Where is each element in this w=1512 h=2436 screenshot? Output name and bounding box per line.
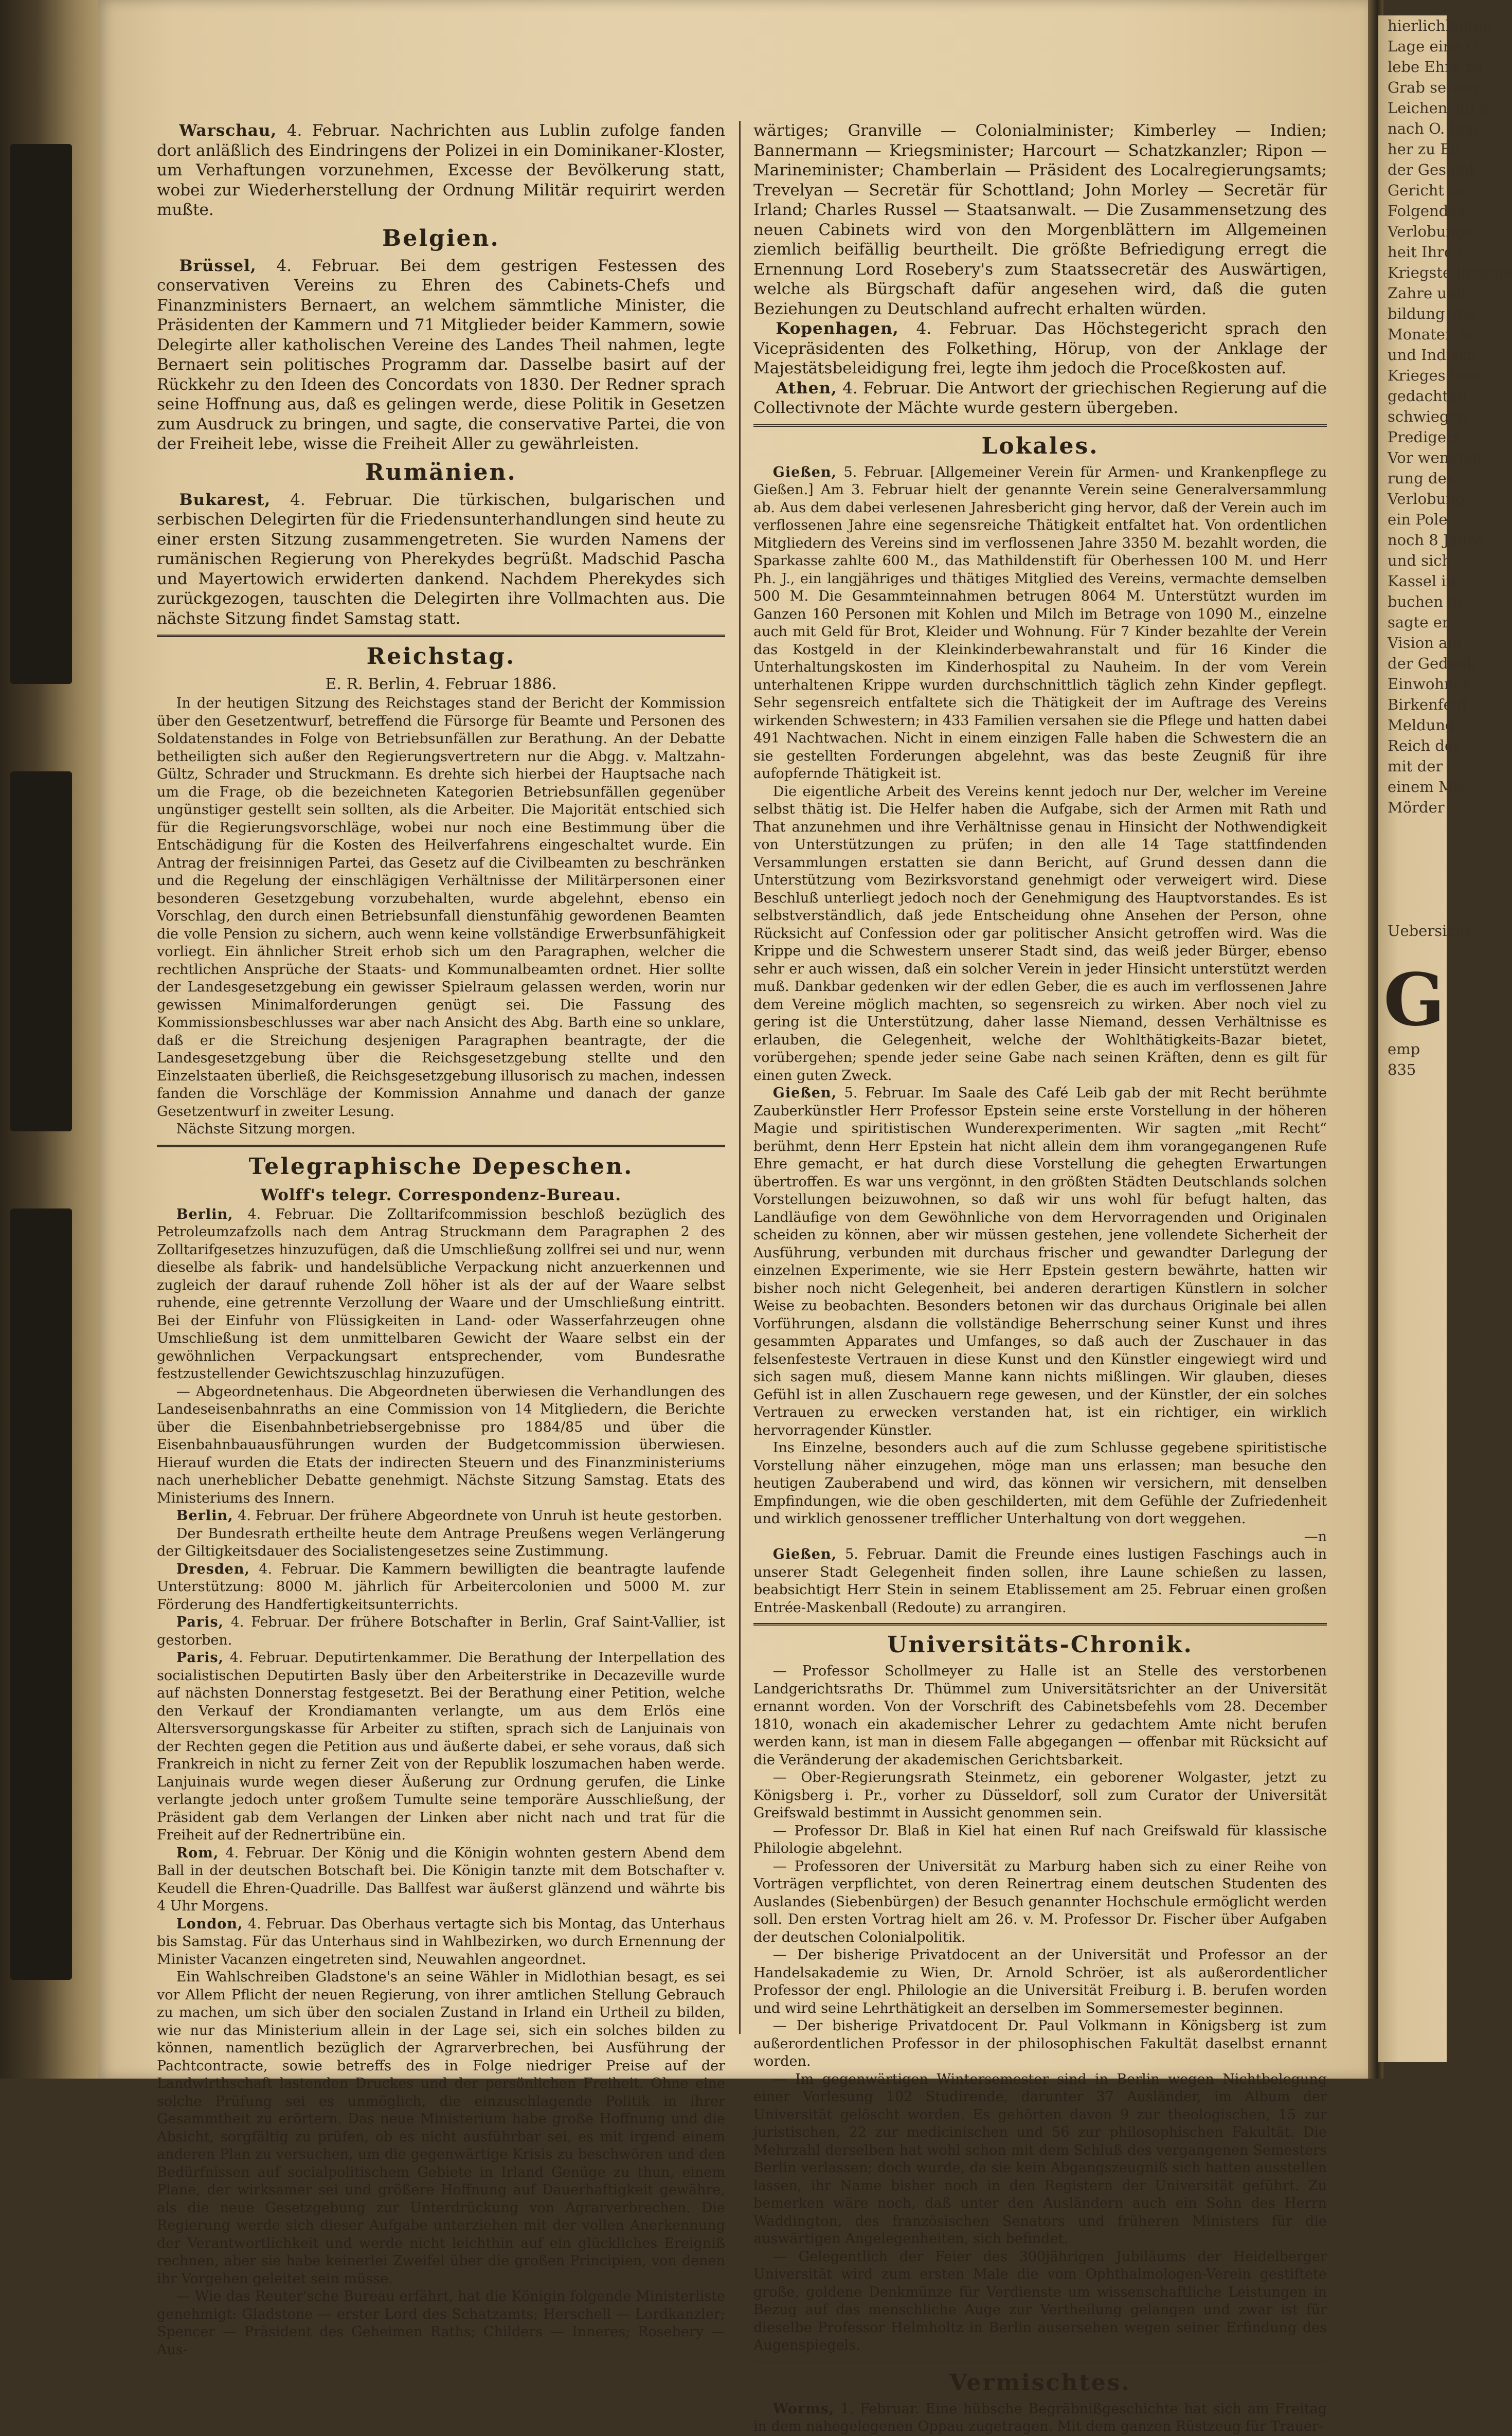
depeschen-subheading: Wolff's telegr. Correspondenz-Bureau. [260,1185,622,1204]
next-page-line: emp [1388,1040,1420,1058]
article-text: 4. Februar. Der frühere Abgeordnete von Unruh ist heute gestorben. [233,1508,723,1524]
depesche-item [157,1383,725,1508]
article-text: — Wie das Reuter'sche Bureau erfährt, hat die Königin folgende Ministerliste genehmigt: Gladstone — erster Lord des Schatzamts; Herschell — Lordkanzler; Spencer — Präsident des Geheimen Raths; Childers — Inneres; Rosebery — Aus- [157,2288,725,2358]
section-rule [157,1145,725,1147]
next-page-line: Kassel in [1388,572,1456,590]
next-page-line: Kriegsteilnehme [1388,264,1512,281]
next-page-line: ein Pole, [1388,511,1452,528]
universitaets-item: — Professor Schollmeyer zu Halle ist an Stelle des verstorbenen Landgerichtsraths Dr. Thümmel zum Universitätsrichter an der Universität ernannt worden. Von der Vorschrift des Cabinetsbefehls vom 28. December 1810, wonach ein akademischer Lehrer zu gedachtem Amte nicht berufen werden kann, ist man in diesem Falle abgegangen — offenbar mit Rücksicht auf die Veränderung der akademischen Gerichtsbarkeit. [753,1663,1327,1768]
next-page-line: noch 8 Jahre [1388,531,1484,549]
news-item-bukarest: Bukarest, 4. Februar. Die türkischen, bulgarischen und serbischen Delegirten für die Friedensunterhandlungen sind heute zu einer ersten Sitzung zusammengetreten. Sie wurden Namens der rumänischen Regierung von Pherekydes begrüßt. Madschid Pascha und Mayertowich erwiderten dankend. Nachdem Pherekydes sich zurückgezogen, tauschten die Delegirten ihre Vollmachten aus. Die nächste Sitzung findet Samstag statt. [157,490,725,628]
dateline-place: London, [176,1916,243,1932]
news-item-kopenhagen: Kopenhagen, 4. Februar. Das Höchstegericht sprach den Vicepräsidenten des Folkething, Hörup, von der Anklage der Majestätsbeleidigung frei, legte ihm jedoch die Proceßkosten auf. [753,319,1327,377]
next-page-line: Reich der [1388,737,1461,754]
dateline-place: Gießen, [772,1085,837,1101]
ministerliste-continued: wärtiges; Granville — Colonialminister; Kimberley — Indien; Bannermann — Kriegsminister; Harcourt — Schatzkanzler; Ripon — Marineminister; Chamberlain — Präsident des Localregierungsamts; Trevelyan — Secretär für Schottland; John Morley — Secretär für Irland; Charles Russel — Staatsanwalt. — Die Zusammensetzung des neuen Cabinets wird von den Morgenblättern im Allgemeinen ziemlich beifällig beurtheilt. Die größte Befriedigung erregt die Ernennung Lord Rosebery's zum Staatssecretär des Auswärtigen, welche als Bürgschaft dafür angesehen wird, daß die guten Beziehungen zu Deutschland aufrecht erhalten würden. [753,121,1327,318]
next-page-line: Krieges bew [1388,367,1482,384]
next-page-line: hierlichkeiten [1388,17,1492,34]
article-text: 4. Februar. Das Oberhaus vertagte sich bis Montag, das Unterhaus bis Samstag. Für das Unterhaus sind in Wahlbezirken, wo durch Ernennung der Minister Vacanzen eingetreten sind, Neuwahlen angeordnet. [157,1916,725,1968]
reichstag-closing: Nächste Sitzung morgen. [176,1121,356,1137]
dateline-place: Gießen, [772,1546,837,1562]
next-page-line: Uebersicht [1388,922,1471,940]
article-text: —n [1304,1528,1327,1545]
section-heading-depeschen: Telegraphische Depeschen. [248,1153,634,1180]
next-page-line: Monaten in [1388,326,1474,343]
next-page-line: einem Me [1388,778,1463,796]
binding-band [10,144,72,684]
next-page-line: und sich [1388,552,1452,569]
news-item-warschau: Warschau, 4. Februar. Nachrichten aus Lublin zufolge fanden dort anläßlich des Eindringens der Polizei in ein Dominikaner-Kloster, um Verhaftungen vorzunehmen, Excesse der Bevölkerung statt, wobei zur Wiederherstellung der Ordnung Militär requirirt werden mußte. [157,121,725,219]
depesche-item [157,1649,725,1845]
dateline-place: Gießen, [772,464,837,480]
depesche-item [157,1916,725,1969]
column-divider [739,121,741,2034]
dateline-place: Paris, [176,1614,224,1630]
dateline-place: Rom, [176,1845,219,1861]
article-text: 5. Februar. [Allgemeiner Verein für Armen- und Krankenpflege zu Gießen.] Am 3. Februar hielt der genannte Verein seine Generalversammlung ab. Aus dem dabei verlesenen Jahresbericht ging hervor, daß der Verein auch im verflossenen Jahre eine segensreiche Thätigkeit entfaltet hat. Von ordentlichen Mitgliedern des Vereins sind im verflossenen Jahre 3350 M. bezahlt worden, die Sparkasse zahlte 600 M., das Mathildenstift für Oberhessen 100 M. und Herr Ph. J., ein langjähriges und thätiges Mitglied des Vereins, vermachte demselben 500 M. Die Gesammteinnahmen betrugen 8064 M. Unterstützt wurden im Ganzen 160 Personen mit Kohlen und Milch im Betrage von 1090 M., einzelne auch mit Geld für Brot, Kleider und Wohnung. Für 7 Kinder bezahlte der Verein das Kostgeld in der Kleinkinderbewahranstalt und für 16 Kinder die Unterhaltungskosten im Kinderhospital zu Nauheim. In der vom Verein unterhaltenen Krippe wurden durchschnittlich täglich zehn Kinder gepflegt. Sehr segensreich entfaltete sich die Thätigkeit der im Auftrage des Vereins wirkenden Schwestern; in 433 Familien versahen sie die Pflege und hatten dabei 491 Nachtwachen. Nicht in einem einzigen Falle haben die Schwestern die an sie gestellten Forderungen abgelehnt, was das beste Zeugniß für ihre aufopfernde Thätigkeit ist. [753,464,1327,782]
article-text: 4. Februar. Deputirtenkammer. Die Berathung der Interpellation des socialistischen Deputirten Basly über den Arbeiterstrike in Decazeville wurde auf nächsten Donnerstag festgesetzt. Bei der Berathung einer Petition, welche den Verkauf der Krondiamanten verlangte, um aus dem Erlös eine Altersversorgungskasse für Arbeiter zu stiften, sprach sich de Lanjuinais von der Rechten gegen die Petition aus und äußerte dabei, er sehe voraus, daß sich Frankreich in nicht zu ferner Zeit von der Republik loszumachen haben werde. Lanjuinais wurde wegen dieser Äußerung zur Ordnung gerufen, die Linke verlangte jedoch unter großem Tumulte seine temporäre Ausschließung, der Präsident gab dem Verlangen der Linken aber nicht nach und trat für die Freiheit auf der Rednertribüne ein. [157,1650,725,1843]
depesche-item [157,1614,725,1649]
next-page-line: Mörder [1388,799,1445,816]
next-page-line: sagte er [1388,613,1449,631]
depesche-item [157,1525,725,1561]
article-text: 4. Februar. Die Zolltarifcommission beschloß bezüglich des Petroleumzafzolls nach dem Antrag Struckmann dem Paragraphen 2 des Zolltarifgesetzes hinzuzufügen, daß die Umschließung zollfrei sei und nur, wenn dieselbe als fabrik- und handelsübliche Verpackung nicht anzuerkennen und zugleich der darauf ruhende Zoll höher ist als der auf der Waare selbst ruhende, eine getrennte Verzollung der Waare und der Umschließung eintritt. Bei der Einfuhr von Flüssigkeiten in Land- oder Wasserfahrzeugen ohne Umschließung ist dem unmittelbaren Gewicht der Waare selbst ein der gewöhnlichen Verpackungsart entsprechender, vom Bundesrathe festzustellender Gewichtszuschlag hinzuzufügen. [157,1206,725,1382]
next-page-line: rung des [1388,470,1454,487]
next-page-line: Einwohner [1388,675,1470,693]
next-page-sliver [1378,15,1512,2062]
dateline-place: Paris, [176,1650,224,1666]
section-rule [753,424,1327,427]
next-page-line: mit der [1388,757,1443,775]
next-page-big-letter: G [1383,958,1445,1042]
depesche-item [157,1507,725,1525]
depesche-item [157,2288,725,2359]
book-binding [0,0,105,2079]
next-page-line: Grab setzen [1388,79,1479,96]
next-page-line: Birkenfeld [1388,696,1467,713]
next-page-line: der Gesichk [1388,161,1478,178]
article-text: 5. Februar. Damit die Freunde eines lustigen Faschings auch in unserer Stadt Gelegenheit finden sollen, ihre Laune schießen zu lassen, beabsichtigt Herr Stein in seinem Etablissement am 25. Februar einen großen Entrée-Maskenball (Redoute) zu arrangiren. [753,1546,1327,1616]
news-item-bruessel: Brüssel, 4. Februar. Bei dem gestrigen Festessen des conservativen Vereins zu Ehren des Cabinets-Chefs und Finanzministers Bernaert, an welchem sämmtliche Minister, die Präsidenten der Kammern und 71 Mitglieder beider Kammern, sowie Delegirte aller katholischen Vereine des Landes Theil nahmen, legte Bernaert sein politisches Programm dar. Dasselbe basirt auf der Rückkehr zu den Ideen des Concordats von 1830. Der Redner sprach seine Hoffnung aus, daß es gelingen werde, diese Politik in Gesetzen zum Ausdruck zu bringen, und sagte, die conservative Partei, die von der Freiheit lebe, wisse die Freiheit Aller zu gewährleisten. [157,256,725,453]
next-page-line: Verlobung [1388,490,1465,508]
universitaets-item: — Der bisherige Privatdocent Dr. Paul Volkmann in Königsberg ist zum außerordentlichen Professor in der philosophischen Fakultät daselbst ernannt worden. [753,2018,1327,2069]
depesche-item [157,1845,725,1916]
next-page-line: Verlobungs [1388,223,1473,240]
lokales-item [753,1085,1327,1439]
next-page-line: Predigers [1388,428,1461,446]
lokales-item [753,1528,1327,1546]
next-page-line: Leichenzug b [1388,99,1489,117]
next-page-line: Vision am [1388,634,1462,652]
lokales-item [753,783,1327,1085]
lokales-item [753,1546,1327,1617]
depesche-item [157,1969,725,2288]
section-rule [157,635,725,637]
depeschen-list [157,1206,725,2359]
depesche-item [157,1206,725,1383]
section-heading-reichstag: Reichstag. [366,643,516,670]
next-page-line: Folgendes [1388,202,1465,220]
reichstag-byline: E. R. Berlin, 4. Februar 1886. [325,675,557,693]
article-text: Die eigentliche Arbeit des Vereins kennt jedoch nur Der, welcher im Vereine selbst thätig ist. Die Helfer haben die Aufgabe, sich der Armen mit Rath und That anzunehmen und ihre Verhältnisse genau in Hinsicht der Nothwendigkeit von Unterstützungen zu prüfen; in den alle 14 Tage stattfindenden Versammlungen erstatten sie dann Bericht, auf Grund dessen dann die Unterstützung vom Bezirksvorstand genehmigt oder verweigert wird. Diese Beschluß unterliegt jedoch noch der Genehmigung des Hauptvorstandes. Es ist selbstverständlich, daß jede Entscheidung ohne Ansehen der Person, ohne Rücksicht auf Confession oder gar politischer Ansicht getroffen wird. Was die Krippe und die Schwestern unserer Stadt sind, das weiß jeder Bürger, ebenso sehr er auch wissen, daß ein solcher Verein in jeder Hinsicht unterstützt werden muß. Dankbar gedenken wir der edlen Geber, die es auch im verflossenen Jahre dem Vereine möglich machten, so segensreich zu wirken. Aber noch viel zu gering ist die Unterstützung, daher lasse Niemand, dessen Verhältnisse es erlauben, die Gelegenheit, welche der Wohlthätigkeits-Bazar bietet, vorübergehen; spende jeder seine Gabe nach seinen Kräften, denn es gilt für einen guten Zweck. [753,783,1327,1084]
universitaets-item: — Professor Dr. Blaß in Kiel hat einen Ruf nach Greifswald für klassische Philologie abgelehnt. [753,1823,1327,1856]
news-item-athen: Athen, 4. Februar. Die Antwort der griechischen Regierung auf die Collectivnote der Mächte wurde gestern übergeben. [753,378,1327,417]
section-heading-lokales: Lokales. [981,432,1099,459]
article-text: Der Bundesrath ertheilte heute dem Antrage Preußens wegen Verlängerung der Giltigkeitsdauer des Socialistengesetzes seine Zustimmung. [157,1525,725,1559]
next-page-line: der Gedank [1388,655,1476,672]
next-page-line: gedachten [1388,387,1467,405]
next-page-line: 835 [1388,1061,1416,1078]
section-rule [753,2361,1327,2363]
universitaets-item: — Der bisherige Privatdocent an der Universität und Professor an der Handelsakademie zu Wien, Dr. Arnold Schröer, ist als außerordentlicher Professor der engl. Philologie an die Universität Freiburg i. B. berufen worden und wird seine Lehrthätigkeit an derselben im Sommersemester beginnen. [753,1947,1327,2016]
next-page-line: schwiegen [1388,408,1468,425]
article-text: 4. Februar. Der frühere Botschafter in Berlin, Graf Saint-Vallier, ist gestorben. [157,1614,725,1648]
universitaets-item: — Im gegenwärtigen Wintersemester sind in Berlin wegen Nichtbelegung einer Vorlesung 102 Studirende, darunter 37 Ausländer, im Album der Universität gelöscht worden. Es gehörten davon 9 zur theologischen, 15 zur juristischen, 22 zur medicinischen und 56 zur philosophischen Fakultät. Die Mehrzahl derselben hat wohl schon mit dem Schluß des vergangenen Semesters Berlin verlassen; doch wurde, da sie kein Abgangszeugniß sich hatten ausstellen lassen, ihr Name bisher noch in den Registern der Universität geführt. Zu bemerken wäre noch, daß unter den Ausländern auch ein Sohn des Herrn Waddington, des französischen Senators und früheren Ministers für die auswärtigen Angelegenheiten, sich befindet. [753,2071,1327,2247]
next-page-line: nach O. lich [1388,120,1478,137]
depesche-item [157,1561,725,1614]
next-page-line: heit Ihre C [1388,243,1469,261]
universitaets-item: — Gelegentlich der Feier des 300jährigen Jubiläums der Heidelberger Universität wird zum ersten Male die vom Ophthalmologen-Verein gestiftete große, goldene Denkmünze für Verdienste um wissenschaftliche Leistungen in Bezug auf das menschliche Auge zur Vertheilung gelangen und zwar ist für dieselbe Professor Helmholtz in Berlin ausersehen wegen seiner Erfindung des Augenspiegels. [753,2248,1327,2353]
next-page-line: Vor wenigen [1388,449,1482,466]
next-page-line: Meldung [1388,716,1455,734]
news-item-worms: Worms, 1. Februar. Eine hübsche Begräbnißgeschichte hat sich am Freitag in dem nahegelegenen Oppau zugetragen. Mit dem ganzen Rüstzeug für Trauer- [753,2401,1327,2434]
next-page-line: bildung von [1388,305,1477,322]
binding-band [10,1208,72,1980]
universitaets-list [753,1663,1327,2355]
dateline-place: Dresden, [176,1561,250,1577]
section-heading-vermischtes: Vermischtes. [949,2369,1131,2396]
next-page-line: Lage eine G [1388,38,1479,55]
next-page-line: lebe Ehre zu [1388,58,1483,76]
article-text: Ins Einzelne, besonders auch auf die zum Schlusse gegebene spiritistische Vorstellung näher einzugehen, möge man uns erlassen; man besuche den heutigen Zauberabend und wird, das können wir versichern, mit denselben Empfindungen, wie die oben geschilderten, mit dem Gefühle der Zufriedenheit und wirklich genossener trefflicher Unterhaltung von dort weggehen. [753,1440,1327,1527]
next-page-line: her zu Eh [1388,140,1461,158]
left-column [157,121,725,2359]
lokales-item [753,1439,1327,1528]
article-text: 5. Februar. Im Saale des Café Leib gab der mit Recht berühmte Zauberkünstler Herr Professor Epstein seine erste Vorstellung in der höheren Magie und spiritistischen Wunderexperimenten. Wir sagten „mit Recht“ berühmt, denn Herr Epstein hat nicht allein dem ihm vorangegangenen Rufe Ehre gemacht, er hat durch diese Vorstellung die gehegten Erwartungen übertroffen. Es war uns vergönnt, in den größten Städten Deutschlands solchen Vorstellungen beizuwohnen, so daß wir uns wohl für befugt halten, das Landläufige von dem Gewöhnliche von dem Hervorragenden und Originalen scheiden zu können, aber wir müssen gestehen, jene vollendete Sicherheit der Ausführung, verbunden mit durchaus frischer und gewandter Darlegung der einzelnen Experimente, wie sie Herr Epstein gestern bewährte, hatten wir bisher noch nicht Gelegenheit, bei anderen derartigen Künstlern in solcher Weise zu beobachten. Besonders betonen wir das durchaus Originale bei allen Vorführungen, alsdann die vollständige Beherrschung seiner Kunst und ihres gesammten Apparates und Umfanges, so daß auch der Zuschauer in das felsenfesteste Vertrauen in diese Kunst und den Künstler eingewiegt wird und sich sagen muß, diesem Manne kann nichts mißlingen. Wir glauben, dieses Gefühl ist in allen Zuschauern rege gewesen, und der Künstler, der ein solches Vertrauen zu erwecken verstanden hat, ist ein richtiger, ein wirklich hervorragender Künstler. [753,1085,1327,1438]
lokales-item [753,464,1327,783]
universitaets-item: — Professoren der Universität zu Marburg haben sich zu einer Reihe von Vorträgen verpflichtet, von deren Reinertrag einem deutschen Studenten des Auslandes (Siebenbürgen) der Besuch genannter Hochschule ermöglicht werden soll. Den ersten Vortrag hielt am 26. v. M. Professor Dr. Fischer über Aufgaben der deutschen Colonialpolitik. [753,1858,1327,1945]
next-page-line: buchen di [1388,593,1463,610]
article-text: 4. Februar. Der König und die Königin wohnten gestern Abend dem Ball in der deutschen Botschaft bei. Die Königin tanzte mit dem Botschafter v. Keudell die Ehren-Quadrille. Das Ballfest war äußerst glänzend und währte bis 4 Uhr Morgens. [157,1845,725,1914]
right-column [753,121,1327,2436]
section-heading-universitaets-chronik: Universitäts-Chronik. [887,1632,1193,1658]
lokales-list [753,464,1327,1617]
section-rule [753,1623,1327,1626]
section-heading-belgien: Belgien. [382,225,500,251]
section-heading-rumaenien: Rumänien. [365,459,517,485]
next-page-line: und Indisch [1388,346,1477,364]
next-page-line: Gericht zu [1388,182,1467,199]
dateline-place: Berlin, [176,1206,233,1222]
article-text: Ein Wahlschreiben Gladstone's an seine Wähler in Midlothian besagt, es sei vor Allem Pflicht der neuen Regierung, von ihrer amtlichen Stellung Gebrauch zu machen, um sich über den socialen Zustand in Irland ein Urtheil zu bilden, wie nur das Ministerium allein in der Lage sei, sich ein solches bilden zu können, namentlich bezüglich der Agrarverbrechen, bei Ausführung der Pachtcontracte, sowie betreffs des in Folge niedriger Preise auf der Landwirthschaft lastenden Druckes und der persönlichen Freiheit. Ohne eine solche Prüfung sei es unmöglich, die einzuschlagende Politik in ihrer Gesammtheit zu erörtern. Das neue Ministerium habe große Hoffnung und die Absicht, sorgfältig zu prüfen, ob es nicht ausführbar sei, es mit irgend einem anderen Plan zu versuchen, um die gegenwärtige Krisis zu beschwören und den Bedürfnissen auf socialpolitischem Gebiete in Irland Genüge zu thun, einem Plane, der wirksamer sei und größere Hoffnung auf Dauerhaftigkeit gewähre, als die neue Gesetzgebung zur Unterdrückung von Agrarverbrechen. Die Regierung werde sich dieser Aufgabe unterziehen mit der vollen Anerkennung der Verantwortlichkeit und werde nicht leichthin auf ein glückliches Ereigniß rechnen, aber sie habe keinerlei Zweifel über die großen Principien, von denen ihr Vorgehen geleitet sein müsse. [157,1969,725,2287]
article-text: 4. Februar. Die Kammern bewilligten die beantragte laufende Unterstützung: 8000 M. jährlich für Arbeitercolonien und 5000 M. zur Förderung des Handfertigkeitsunterrichts. [157,1561,725,1613]
article-text: — Abgeordnetenhaus. Die Abgeordneten überwiesen die Verhandlungen des Landeseisenbahnraths an eine Commission von 14 Mitgliedern, die Berichte über die Eisenbahnbetriebsergebnisse pro 1884/85 und über die Eisenbahnbauausführungen wurden der Budgetcommission überwiesen. Hierauf wurden die Etats der indirecten Steuern und des Finanzministeriums nach unerheblicher Debatte genehmigt. Nächste Sitzung Samstag. Etats des Ministeriums des Innern. [157,1383,725,1506]
next-page-line: Zahre und [1388,284,1466,302]
universitaets-item: — Ober-Regierungsrath Steinmetz, ein geborener Wolgaster, jetzt zu Königsberg i. Pr., vorher zu Düsseldorf, soll zum Curator der Universität Greifswald bestimmt in Aussicht genommen sein. [753,1770,1327,1821]
binding-band [10,771,72,1131]
dateline-place: Berlin, [176,1508,233,1524]
reichstag-report: In der heutigen Sitzung des Reichstages stand der Bericht der Kommission über den Gesetzentwurf, betreffend die Fürsorge für Beamte und Personen des Soldatenstandes in Folge von Betriebsunfällen zur Berathung. An der Debatte betheiligten sich außer den Regierungsvertretern nur die Abgg. v. Maltzahn-Gültz, Schrader und Struckmann. Es drehte sich hierbei der Hauptsache nach um die Frage, ob die bezeichneten Kategorien Betriebsunfällen gegenüber ungünstiger gestellt sein sollten, als die Arbeiter. Die Majorität entschied sich für die Regierungsvorschläge, wobei nur noch eine Bestimmung über die Entschädigung für die Kosten des Heilverfahrens eingeschaltet wurde. Ein Antrag der freisinnigen Partei, das Gesetz auf die Civilbeamten zu beschränken und die Regelung der einschlägigen Verhältnisse der Militärpersonen einer besonderen Gesetzgebung vorzubehalten, wurde abgelehnt, ebenso ein Vorschlag, den durch einen Betriebsunfall dienstunfähig gewordenen Beamten die volle Pension zu sichern, auch wenn keine vollständige Erwerbsunfähigkeit vorliegt. Ein ähnlicher Streit erhob sich um den Paragraphen, welcher die rechtlichen Ansprüche der Staats- und Kommunalbeamten ordnet. Hier sollte der Landesgesetzgebung ein gewisser Spielraum gelassen werden, worin nur gewissen Minimalforderungen genügt sei. Die Fassung des Kommissionsbeschlusses war aber nach Ansicht des Abg. Barth eine so unklare, daß er die Streichung desjenigen Paragraphen beantragte, der die Landesgesetzgebung über die Reichsgesetzgebung stellte und den Einzelstaaten überließ, die Reichsgesetzgebung illusorisch zu machen, indessen fanden die Vorschläge der Kommission Annahme und danach der ganze Gesetzentwurf in zweiter Lesung. [157,695,725,1120]
